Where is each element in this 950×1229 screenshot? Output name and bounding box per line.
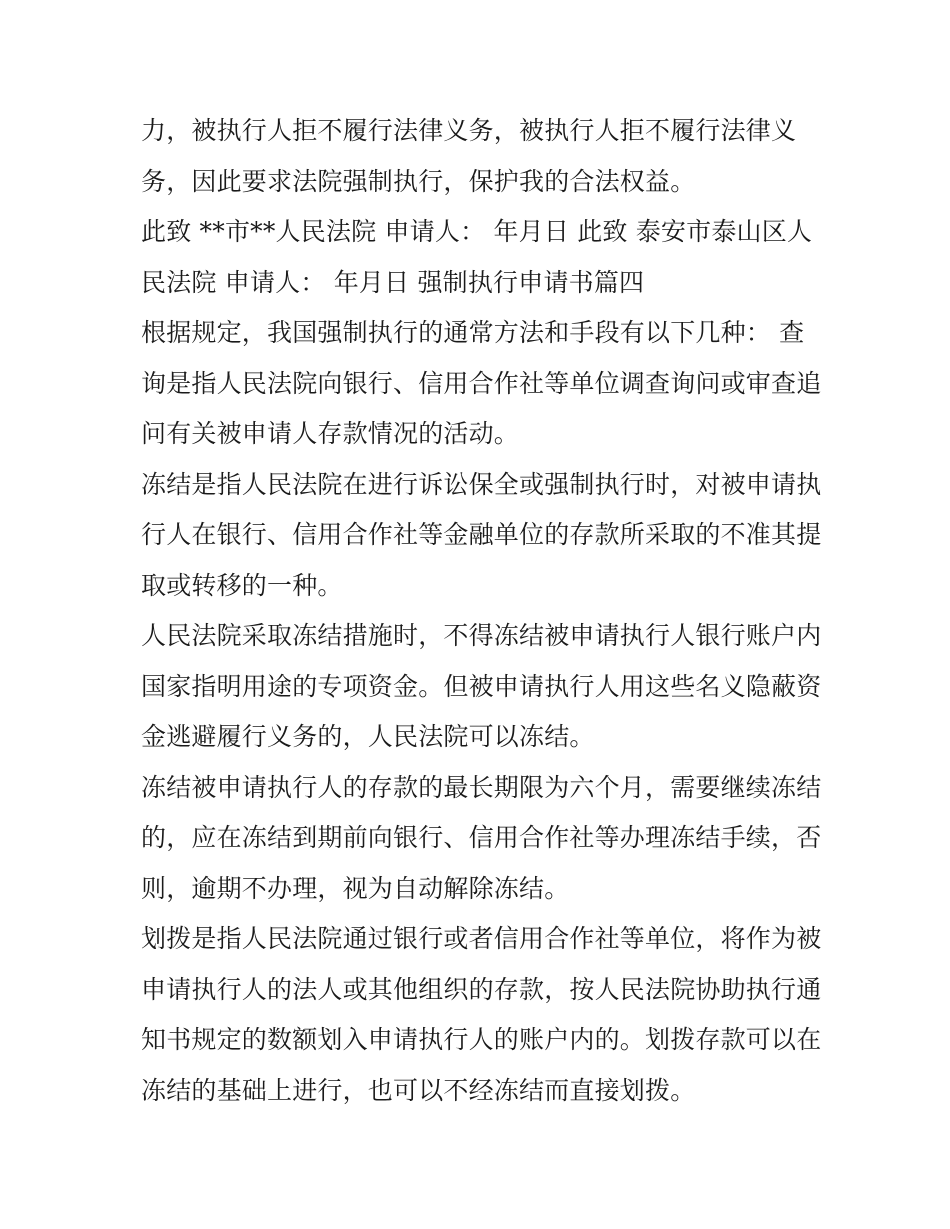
text-line: 人民法院采取冻结措施时，不得冻结被申请执行人银行账户内 [141, 621, 822, 650]
text-line: 询是指人民法院向银行、信用合作社等单位调查询问或审查追 [141, 368, 822, 398]
text-line: 国家指明用途的专项资金。但被申请执行人用这些名义隐蔽资 [141, 671, 822, 701]
text-line: 根据规定，我国强制执行的通常方法和手段有以下几种： 查 [141, 318, 805, 347]
text-line: 的，应在冻结到期前向银行、信用合作社等办理冻结手续，否 [141, 823, 822, 852]
text-line: 则，逾期不办理，视为自动解除冻结。 [141, 873, 570, 903]
text-line: 冻结被申请执行人的存款的最长期限为六个月，需要继续冻结 [141, 772, 822, 802]
text-line: 知书规定的数额划入申请执行人的账户内的。划拨存款可以在 [141, 1025, 822, 1054]
text-line: 此致 **市**人民法院 申请人： 年月日 此致 泰安市泰山区人 [141, 217, 813, 246]
text-line: 问有关被申请人存款情况的活动。 [141, 419, 520, 448]
text-line: 行人在银行、信用合作社等金融单位的存款所采取的不准其提 [141, 520, 822, 549]
text-line: 申请执行人的法人或其他组织的存款，按人民法院协助执行通 [141, 974, 822, 1004]
text-line: 民法院 申请人： 年月日 强制执行申请书篇四 [141, 267, 645, 297]
text-line: 力，被执行人拒不履行法律义务，被执行人拒不履行法律义 [141, 116, 797, 145]
text-line: 取或转移的一种。 [141, 570, 343, 600]
text-line: 金逃避履行义务的，人民法院可以冻结。 [141, 722, 595, 751]
text-line: 冻结是指人民法院在进行诉讼保全或强制执行时，对被申请执 [141, 469, 822, 499]
text-line: 务，因此要求法院强制执行，保护我的合法权益。 [141, 166, 696, 196]
document-body [141, 106, 821, 1116]
text-line: 冻结的基础上进行，也可以不经冻结而直接划拨。 [141, 1075, 696, 1105]
text-line: 划拨是指人民法院通过银行或者信用合作社等单位，将作为被 [141, 924, 822, 953]
